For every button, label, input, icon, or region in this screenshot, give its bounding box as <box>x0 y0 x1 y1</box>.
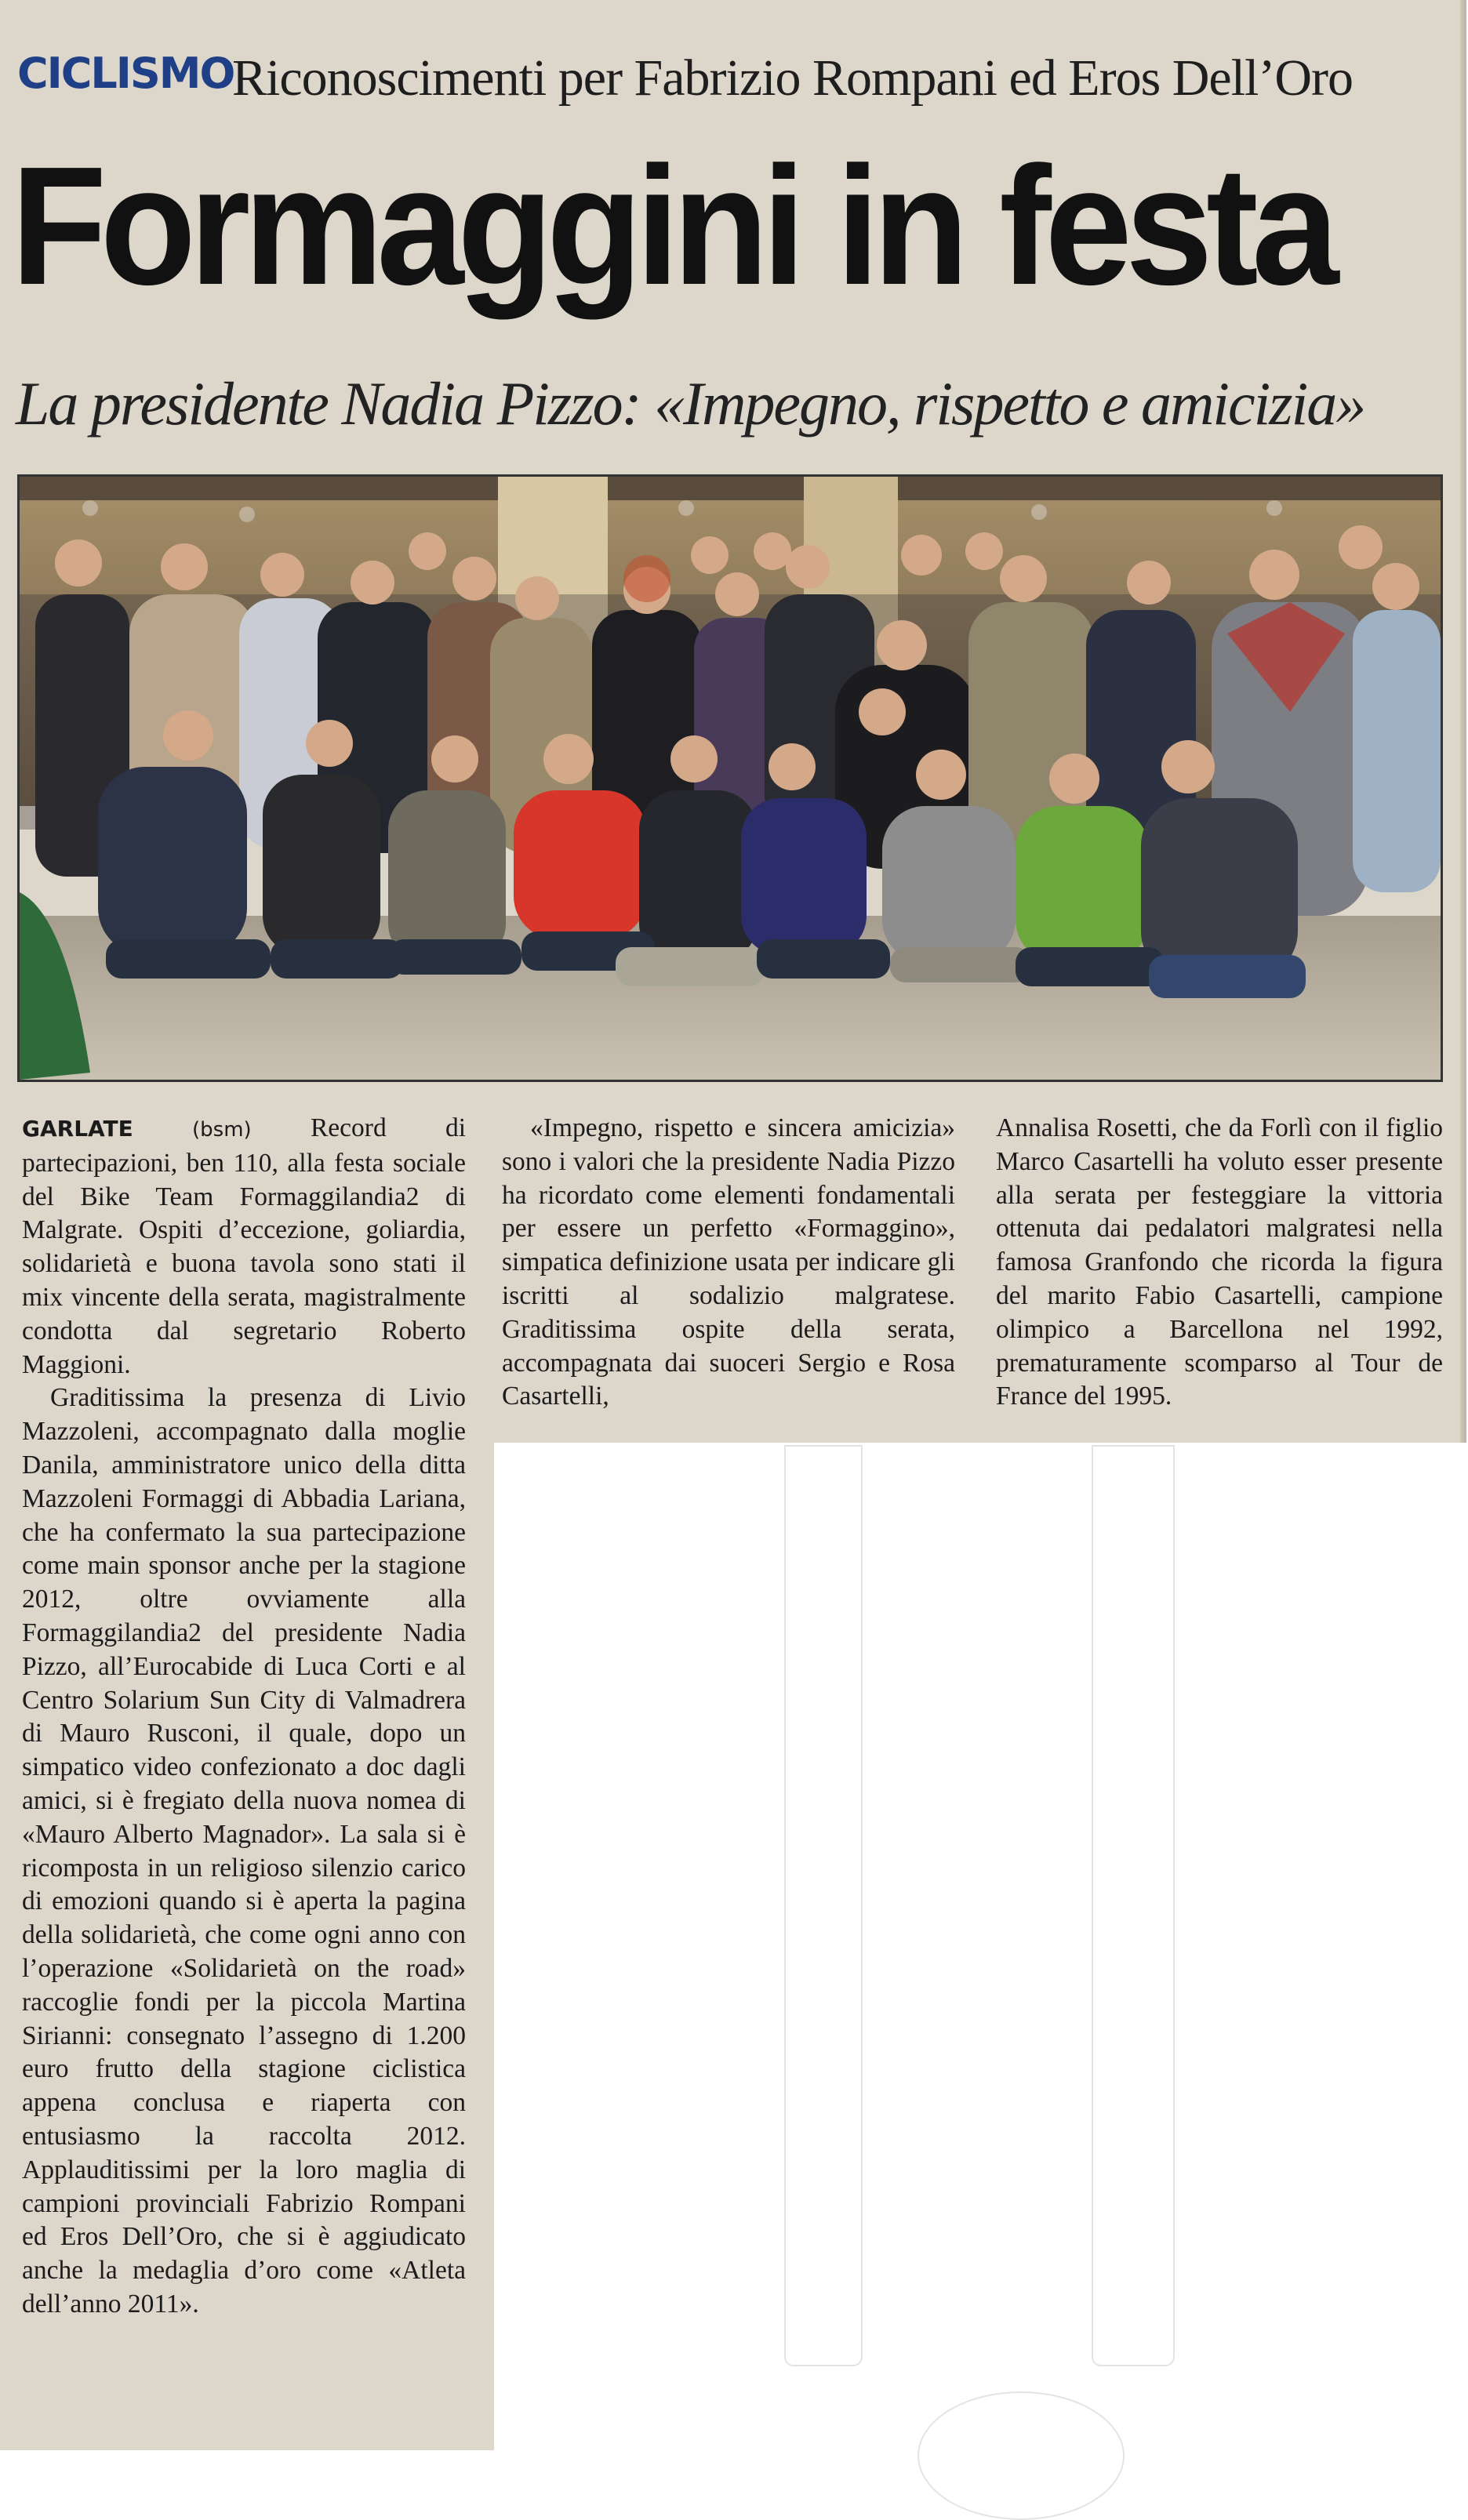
paragraph-3: «Impegno, rispetto e sincera amicizia» sono i valori che la presidente Nadia Pizzo ha ricordato come elementi fondamentali per essere un perfetto «Formaggino», simpatica definizione usata per indicare gli iscritti al sodalizio malgratese. Graditissima ospite della serata, accompagnata dai suoceri Sergio e Rosa Casartelli, <box>502 1113 955 1411</box>
article-column-2 <box>502 1112 955 1414</box>
dateline: GARLATE <box>22 1116 133 1142</box>
mount-slot-left <box>784 1445 863 2366</box>
subheadline: La presidente Nadia Pizzo: «Impegno, rispetto e amicizia» <box>16 369 1365 438</box>
mount-notch <box>918 2391 1125 2520</box>
paragraph-4: Annalisa Rosetti, che da Forlì con il figlio Marco Casartelli ha voluto esser presente alla serata per festeggiare la vittoria ottenuta dai pedalatori malgratesi nella famosa Granfondo che ricorda la figura del marito Fabio Casartelli, campione olimpico a Barcellona nel 1992, prematuramente scomparso al Tour de France del 1995. <box>996 1113 1443 1411</box>
overline-title: Riconoscimenti per Fabrizio Rompani ed Eros Dell’Oro <box>232 49 1354 107</box>
article-column-1 <box>22 1112 466 2322</box>
headline: Formaggini in festa <box>11 131 1333 320</box>
section-kicker: CICLISMO <box>17 49 234 98</box>
paragraph-1: Record di partecipazioni, ben 110, alla festa sociale del Bike Team Formaggilandia2 di Malgrate. Ospiti d’eccezione, goliardia, solidarietà e buona tavola sono stati il mix vincente della serata, magistralmente condotta dal segretario Roberto Maggioni. <box>22 1113 466 1379</box>
paragraph-2: Graditissima la presenza di Livio Mazzoleni, accompagnato dalla moglie Danila, amministratore unico della ditta Mazzoleni Formaggi di Abbadia Lariana, che ha confermato la sua partecipazione come main sponsor anche per la stagione 2012, oltre ovviamente alla Formaggilandia2 del presidente Nadia Pizzo, all’Eurocabide di Luca Corti e al Centro Solarium Sun City di Valmadrera di Mauro Rusconi, il quale, dopo un simpatico video confezionato a doc dagli amici, si è fregiato della nuova nomea di «Mauro Alberto Magnador». La sala si è ricomposta in un religioso silenzio carico di emozioni quando si è aperta la pagina della solidarietà, che come ogni anno con l’operazione «Solidarietà on the road» raccoglie fondi per la piccola Martina Sirianni: consegnato l’assegno di 1.200 euro frutto della stagione ciclistica appena conclusa e riaperta con entusiasmo la raccolta 2012. Applauditissimi per la loro maglia di campioni provinciali Fabrizio Rompani ed Eros Dell’Oro, che si è aggiudicato anche la medaglia d’oro come «Atleta dell’anno 2011». <box>22 1383 466 2318</box>
byline: (bsm) <box>192 1118 252 1142</box>
group-photo <box>17 474 1443 1082</box>
clipping-edge-shadow <box>1460 0 1466 1443</box>
article-column-3 <box>996 1112 1443 1414</box>
group-photo-illustration <box>20 477 1441 1080</box>
mount-slot-right <box>1092 1445 1175 2366</box>
